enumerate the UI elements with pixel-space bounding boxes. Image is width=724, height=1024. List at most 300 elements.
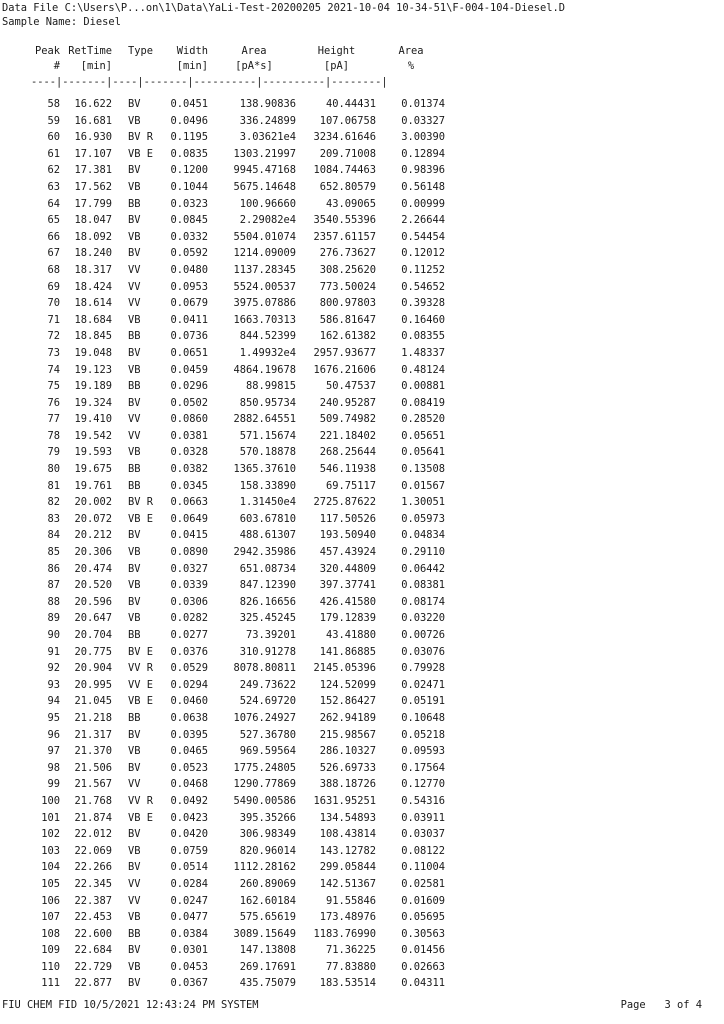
ret-time: 19.324 (74, 396, 112, 409)
peak-area: 88.99815 (245, 380, 296, 393)
peak-area: 603.67810 (239, 512, 296, 525)
peak-number: 91 (47, 645, 60, 658)
ret-time: 18.424 (74, 280, 112, 293)
table-row (0, 677, 724, 694)
peak-type: VB (128, 911, 141, 924)
peak-width: 0.0890 (170, 546, 208, 559)
peak-type: BV (128, 761, 141, 774)
area-percent: 0.13508 (401, 463, 445, 476)
peak-type: BV (128, 247, 141, 260)
peak-width: 0.0384 (170, 927, 208, 940)
peak-type: BB (128, 197, 141, 210)
peak-number: 65 (47, 214, 60, 227)
peak-height: 1676.21606 (313, 363, 376, 376)
peak-type: VB (128, 745, 141, 758)
column-headers (0, 45, 724, 75)
peak-type: BV (128, 346, 141, 359)
peak-type: VB (128, 844, 141, 857)
area-percent: 0.01567 (401, 479, 445, 492)
peak-width: 0.0502 (170, 396, 208, 409)
peak-height: 193.50940 (319, 529, 376, 542)
peak-area: 306.98349 (239, 828, 296, 841)
peak-number: 96 (47, 728, 60, 741)
peak-width: 0.0592 (170, 247, 208, 260)
col-type-header: Type (128, 45, 154, 57)
peak-area: 1663.70313 (233, 313, 296, 326)
area-percent: 0.10648 (401, 711, 445, 724)
peak-area: 395.35266 (239, 811, 296, 824)
peak-width: 0.0420 (170, 828, 208, 841)
peak-area: 820.96014 (239, 844, 296, 857)
ret-time: 20.520 (74, 579, 112, 592)
peak-type: BV (128, 98, 141, 110)
peak-area: 3.03621e4 (239, 131, 296, 144)
table-row (0, 428, 724, 445)
ret-time: 22.684 (74, 944, 112, 957)
peak-type: BB (128, 927, 141, 940)
peak-area: 847.12390 (239, 579, 296, 592)
peak-area: 488.61307 (239, 529, 296, 542)
peak-height: 215.98567 (319, 728, 376, 741)
ret-time: 18.684 (74, 313, 112, 326)
table-row (0, 411, 724, 428)
table-row (0, 494, 724, 511)
col-rettime-header: RetTime (68, 45, 112, 57)
peak-width: 0.0529 (170, 662, 208, 675)
area-percent: 0.54652 (401, 280, 445, 293)
peak-height: 173.48976 (319, 911, 376, 924)
ret-time: 17.107 (74, 147, 112, 160)
ret-time: 20.775 (74, 645, 112, 658)
peak-area: 1.31450e4 (239, 496, 296, 509)
table-row (0, 876, 724, 893)
peak-area: 1303.21997 (233, 147, 296, 160)
peak-height: 509.74982 (319, 413, 376, 426)
peak-area: 524.69720 (239, 695, 296, 708)
peak-number: 61 (47, 147, 60, 160)
peak-number: 82 (47, 496, 60, 509)
peak-height: 43.41880 (325, 629, 376, 641)
peak-number: 90 (47, 629, 60, 641)
table-row (0, 279, 724, 296)
table-row (0, 312, 724, 329)
table-row (0, 146, 724, 163)
data-file-label: Data File (2, 2, 59, 14)
table-row (0, 942, 724, 959)
peak-width: 0.0345 (170, 479, 208, 492)
ret-time: 18.614 (74, 297, 112, 310)
peak-width: 0.0477 (170, 911, 208, 924)
peak-area: 1775.24805 (233, 761, 296, 774)
peak-number: 77 (47, 413, 60, 426)
area-percent: 0.54316 (401, 794, 445, 807)
peak-width: 0.0328 (170, 446, 208, 459)
peak-type: VB (128, 180, 141, 193)
ret-time: 21.045 (74, 695, 112, 708)
ret-time: 18.845 (74, 330, 112, 343)
peak-number: 105 (41, 877, 60, 890)
peak-height: 1183.76990 (313, 927, 376, 940)
page-label: Page (620, 999, 646, 1011)
area-percent: 0.08381 (401, 579, 445, 592)
peak-number: 60 (47, 131, 60, 144)
area-percent: 0.05191 (401, 695, 445, 708)
peak-number: 88 (47, 595, 60, 608)
page-number (621, 999, 702, 1011)
peak-width: 0.0453 (170, 960, 208, 973)
table-row (0, 627, 724, 644)
peak-height: 652.80579 (319, 180, 376, 193)
peak-height: 162.61382 (319, 330, 376, 343)
peak-width: 0.0496 (170, 114, 208, 127)
table-row (0, 975, 724, 992)
area-percent: 0.00999 (401, 197, 445, 210)
peak-type: VV (128, 280, 141, 293)
peak-number: 110 (41, 960, 60, 973)
ret-time: 20.306 (74, 546, 112, 559)
peak-number: 84 (47, 529, 60, 542)
peak-area: 310.91278 (239, 645, 296, 658)
table-row (0, 843, 724, 860)
area-percent: 0.01456 (401, 944, 445, 957)
peak-width: 0.0651 (170, 346, 208, 359)
area-percent: 0.03911 (401, 811, 445, 824)
peak-height: 2725.87622 (313, 496, 376, 509)
table-row (0, 245, 724, 262)
peak-width: 0.0247 (170, 894, 208, 907)
peak-height: 457.43924 (319, 546, 376, 559)
table-row (0, 444, 724, 461)
area-percent: 0.56148 (401, 180, 445, 193)
table-row (0, 262, 724, 279)
peak-width: 0.0332 (170, 230, 208, 243)
peak-width: 0.0395 (170, 728, 208, 741)
ret-time: 21.218 (74, 711, 112, 724)
peak-area: 73.39201 (245, 629, 296, 641)
peak-number: 81 (47, 479, 60, 492)
ret-time: 20.002 (74, 496, 112, 509)
area-percent: 0.05651 (401, 429, 445, 442)
page-of: 3 of 4 (664, 999, 702, 1011)
peak-type: BV (128, 562, 141, 575)
peak-type: BB (128, 380, 141, 393)
data-file-path: C:\Users\P...on\1\Data\YaLi-Test-20200205 2021-10-04 10-34-51\F-004-104-Diesel.D (64, 2, 566, 14)
area-percent: 0.48124 (401, 363, 445, 376)
peak-width: 0.0277 (170, 629, 208, 641)
peak-height: 152.86427 (319, 695, 376, 708)
peak-height: 586.81647 (319, 313, 376, 326)
peak-number: 103 (41, 844, 60, 857)
peak-width: 0.0306 (170, 595, 208, 608)
area-percent: 0.11004 (401, 861, 445, 874)
peak-type: BV (128, 977, 141, 990)
peak-height: 2145.05396 (313, 662, 376, 675)
table-row (0, 527, 724, 544)
peak-number: 70 (47, 297, 60, 310)
peak-area: 5504.01074 (233, 230, 296, 243)
peak-area: 1290.77869 (233, 778, 296, 791)
area-percent: 0.04311 (401, 977, 445, 990)
ret-time: 20.995 (74, 678, 112, 691)
peak-number: 74 (47, 363, 60, 376)
peak-height: 546.11938 (319, 463, 376, 476)
peak-width: 0.0459 (170, 363, 208, 376)
ret-time: 21.567 (74, 778, 112, 791)
peak-width: 0.0638 (170, 711, 208, 724)
peak-type: VV (128, 778, 141, 791)
peak-height: 117.50526 (319, 512, 376, 525)
peak-type: VV E (128, 678, 154, 691)
peak-area: 969.59564 (239, 745, 296, 758)
ret-time: 22.600 (74, 927, 112, 940)
area-percent: 0.01609 (401, 894, 445, 907)
ret-time: 21.317 (74, 728, 112, 741)
table-row (0, 179, 724, 196)
peak-width: 0.0367 (170, 977, 208, 990)
peak-area: 850.95734 (239, 396, 296, 409)
table-row (0, 760, 724, 777)
area-percent: 0.79928 (401, 662, 445, 675)
peak-number: 94 (47, 695, 60, 708)
ret-time: 16.930 (74, 131, 112, 144)
peak-number: 100 (41, 794, 60, 807)
area-percent: 0.12770 (401, 778, 445, 791)
peak-type: VB (128, 363, 141, 376)
peak-area: 162.60184 (239, 894, 296, 907)
ret-time: 19.048 (74, 346, 112, 359)
peak-area: 1076.24927 (233, 711, 296, 724)
area-percent: 0.05641 (401, 446, 445, 459)
peak-width: 0.0382 (170, 463, 208, 476)
peak-area: 1112.28162 (233, 861, 296, 874)
peak-height: 142.51367 (319, 877, 376, 890)
peak-height: 183.53514 (319, 977, 376, 990)
table-row (0, 378, 724, 395)
ret-time: 17.799 (74, 197, 112, 210)
peak-width: 0.0759 (170, 844, 208, 857)
peak-area: 8078.80811 (233, 662, 296, 675)
peak-table-body (0, 96, 724, 992)
table-row (0, 212, 724, 229)
peak-width: 0.0451 (170, 98, 208, 110)
peak-number: 78 (47, 429, 60, 442)
peak-width: 0.0282 (170, 612, 208, 625)
peak-width: 0.0649 (170, 512, 208, 525)
peak-number: 111 (41, 977, 60, 990)
peak-width: 0.1044 (170, 180, 208, 193)
area-percent: 0.00726 (401, 629, 445, 641)
peak-number: 58 (47, 98, 60, 110)
ret-time: 16.681 (74, 114, 112, 127)
col-area-pct-header: Area (398, 45, 424, 57)
header-separator: ----|-------|----|-------|----------|----------|--------| (31, 76, 388, 88)
peak-height: 69.75117 (325, 479, 376, 492)
peak-height: 299.05844 (319, 861, 376, 874)
ret-time: 18.240 (74, 247, 112, 260)
ret-time: 21.370 (74, 745, 112, 758)
col-area-header: Area (241, 45, 267, 57)
peak-height: 308.25620 (319, 263, 376, 276)
ret-time: 17.562 (74, 180, 112, 193)
table-row (0, 129, 724, 146)
peak-number: 79 (47, 446, 60, 459)
peak-number: 69 (47, 280, 60, 293)
peak-height: 268.25644 (319, 446, 376, 459)
table-row (0, 229, 724, 246)
peak-area: 527.36780 (239, 728, 296, 741)
peak-number: 89 (47, 612, 60, 625)
area-percent: 1.30051 (401, 496, 445, 509)
peak-number: 85 (47, 546, 60, 559)
ret-time: 18.092 (74, 230, 112, 243)
peak-height: 107.06758 (319, 114, 376, 127)
ret-time: 22.012 (74, 828, 112, 841)
peak-number: 98 (47, 761, 60, 774)
peak-type: VB E (128, 695, 154, 708)
peak-type: BV (128, 828, 141, 841)
peak-area: 1214.09009 (233, 247, 296, 260)
peak-type: VB (128, 313, 141, 326)
ret-time: 21.874 (74, 811, 112, 824)
area-percent: 0.12012 (401, 247, 445, 260)
peak-height: 124.52099 (319, 678, 376, 691)
ret-time: 19.189 (74, 380, 112, 393)
peak-number: 75 (47, 380, 60, 393)
table-row (0, 909, 724, 926)
peak-height: 240.95287 (319, 396, 376, 409)
peak-number: 97 (47, 745, 60, 758)
area-percent: 0.05218 (401, 728, 445, 741)
area-percent: 0.02471 (401, 678, 445, 691)
column-header-line-2 (0, 60, 724, 75)
ret-time: 20.072 (74, 512, 112, 525)
peak-area: 2.29082e4 (239, 214, 296, 227)
peak-number: 87 (47, 579, 60, 592)
area-percent: 0.02663 (401, 960, 445, 973)
peak-width: 0.0301 (170, 944, 208, 957)
peak-width: 0.1195 (170, 131, 208, 144)
peak-height: 388.18726 (319, 778, 376, 791)
peak-height: 2957.93677 (313, 346, 376, 359)
peak-area: 844.52399 (239, 330, 296, 343)
peak-area: 5490.00586 (233, 794, 296, 807)
peak-width: 0.0423 (170, 811, 208, 824)
peak-number: 107 (41, 911, 60, 924)
sample-name-line (2, 14, 121, 31)
peak-area: 1137.28345 (233, 263, 296, 276)
ret-time: 19.123 (74, 363, 112, 376)
ret-time: 20.647 (74, 612, 112, 625)
peak-type: VB (128, 612, 141, 625)
ret-time: 22.266 (74, 861, 112, 874)
ret-time: 22.345 (74, 877, 112, 890)
peak-height: 209.71008 (319, 147, 376, 160)
table-row (0, 793, 724, 810)
ret-time: 19.542 (74, 429, 112, 442)
peak-number: 71 (47, 313, 60, 326)
peak-width: 0.0284 (170, 877, 208, 890)
ret-time: 19.410 (74, 413, 112, 426)
peak-area: 3089.15649 (233, 927, 296, 940)
table-row (0, 511, 724, 528)
table-row (0, 162, 724, 179)
peak-area: 575.65619 (239, 911, 296, 924)
peak-type: BB (128, 711, 141, 724)
table-row (0, 743, 724, 760)
peak-width: 0.0381 (170, 429, 208, 442)
peak-width: 0.1200 (170, 164, 208, 177)
peak-number: 83 (47, 512, 60, 525)
peak-number: 80 (47, 463, 60, 476)
peak-number: 108 (41, 927, 60, 940)
peak-area: 2882.64551 (233, 413, 296, 426)
table-row (0, 113, 724, 130)
area-percent: 0.39328 (401, 297, 445, 310)
peak-height: 71.36225 (325, 944, 376, 957)
col-area-unit: [pA*s] (235, 60, 273, 72)
peak-width: 0.0415 (170, 529, 208, 542)
peak-type: VB E (128, 512, 154, 525)
peak-width: 0.0835 (170, 147, 208, 160)
table-row (0, 859, 724, 876)
peak-height: 77.83880 (325, 960, 376, 973)
ret-time: 20.596 (74, 595, 112, 608)
peak-number: 63 (47, 180, 60, 193)
peak-type: BV (128, 529, 141, 542)
area-percent: 0.09593 (401, 745, 445, 758)
sample-name-label: Sample Name: (2, 16, 78, 28)
table-row (0, 810, 724, 827)
area-percent: 0.03327 (401, 114, 445, 127)
peak-number: 72 (47, 330, 60, 343)
peak-number: 64 (47, 197, 60, 210)
peak-number: 73 (47, 346, 60, 359)
peak-width: 0.0480 (170, 263, 208, 276)
peak-number: 106 (41, 894, 60, 907)
table-row (0, 710, 724, 727)
area-percent: 3.00390 (401, 131, 445, 144)
peak-type: BV R (128, 496, 154, 509)
peak-height: 773.50024 (319, 280, 376, 293)
area-percent: 0.03076 (401, 645, 445, 658)
peak-area: 336.24899 (239, 114, 296, 127)
ret-time: 18.047 (74, 214, 112, 227)
peak-width: 0.0327 (170, 562, 208, 575)
peak-height: 1084.74463 (313, 164, 376, 177)
area-percent: 0.05973 (401, 512, 445, 525)
col-peak-header: Peak (34, 45, 60, 57)
ret-time: 18.317 (74, 263, 112, 276)
peak-area: 100.96660 (239, 197, 296, 210)
peak-height: 143.12782 (319, 844, 376, 857)
peak-number: 95 (47, 711, 60, 724)
peak-area: 158.33890 (239, 479, 296, 492)
ret-time: 22.453 (74, 911, 112, 924)
peak-height: 43.09065 (325, 197, 376, 210)
peak-type: VV (128, 263, 141, 276)
table-row (0, 727, 724, 744)
peak-type: BV (128, 164, 141, 177)
area-percent: 0.08122 (401, 844, 445, 857)
peak-height: 2357.61157 (313, 230, 376, 243)
peak-area: 138.90836 (239, 98, 296, 110)
peak-type: BB (128, 479, 141, 492)
peak-type: BV (128, 861, 141, 874)
peak-height: 276.73627 (319, 247, 376, 260)
table-row (0, 926, 724, 943)
peak-area: 325.45245 (239, 612, 296, 625)
peak-area: 1.49932e4 (239, 346, 296, 359)
